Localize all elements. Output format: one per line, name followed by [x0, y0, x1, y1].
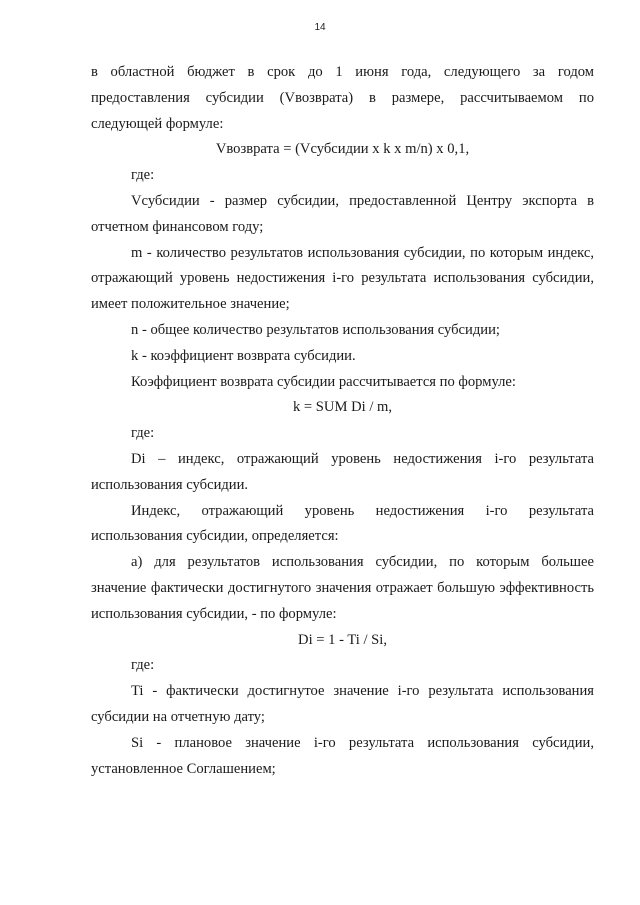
definition-di: Di – индекс, отражающий уровень недостижения i-го результата использования субсидии.: [91, 450, 594, 493]
page-number: 14: [314, 22, 326, 33]
paragraph-index-intro: Индекс, отражающий уровень недостижения i-го результата использования субсидии, определяется:: [91, 502, 594, 545]
definition-ti: Ti - фактически достигнутое значение i-го результата использования субсидии на отчетную дату;: [91, 683, 594, 725]
paragraph-where: где:: [131, 657, 155, 674]
definition-k: k - коэффициент возврата субсидии.: [131, 347, 356, 364]
paragraph-k-formula-intro: Коэффициент возврата субсидии рассчитывается по формуле:: [131, 373, 516, 390]
definition-si: Si - плановое значение i-го результата использования субсидии, установленное Соглашением;: [91, 734, 594, 777]
paragraph-intro: в областной бюджет в срок до 1 июня года, следующего за годом предоставления субсидии (Vвозврата) в размере, рассчитываемом по следующей формуле:: [91, 64, 594, 132]
page-body: [91, 60, 594, 782]
definition-m: m - количество результатов использования субсидии, по которым индекс, отражающий уровень недостижения i-го результата использования субсидии, имеет положительное значение;: [91, 244, 594, 313]
formula-refund: Vвозврата = (Vсубсидии x k x m/n) x 0,1,: [215, 141, 470, 158]
formula-di: Di = 1 - Ti / Si,: [298, 631, 387, 648]
paragraph-where: где:: [131, 167, 155, 184]
definition-v-subsidy: Vсубсидии - размер субсидии, предоставленной Центру экспорта в отчетном финансовом году;: [91, 192, 594, 235]
paragraph-where: где:: [131, 425, 155, 442]
paragraph-case-a: а) для результатов использования субсидии, по которым большее значение фактически достигнутого значения отражает большую эффективность использования субсидии, - по формуле:: [91, 554, 594, 622]
definition-n: n - общее количество результатов использования субсидии;: [131, 321, 500, 338]
formula-k: k = SUM Di / m,: [292, 399, 393, 416]
